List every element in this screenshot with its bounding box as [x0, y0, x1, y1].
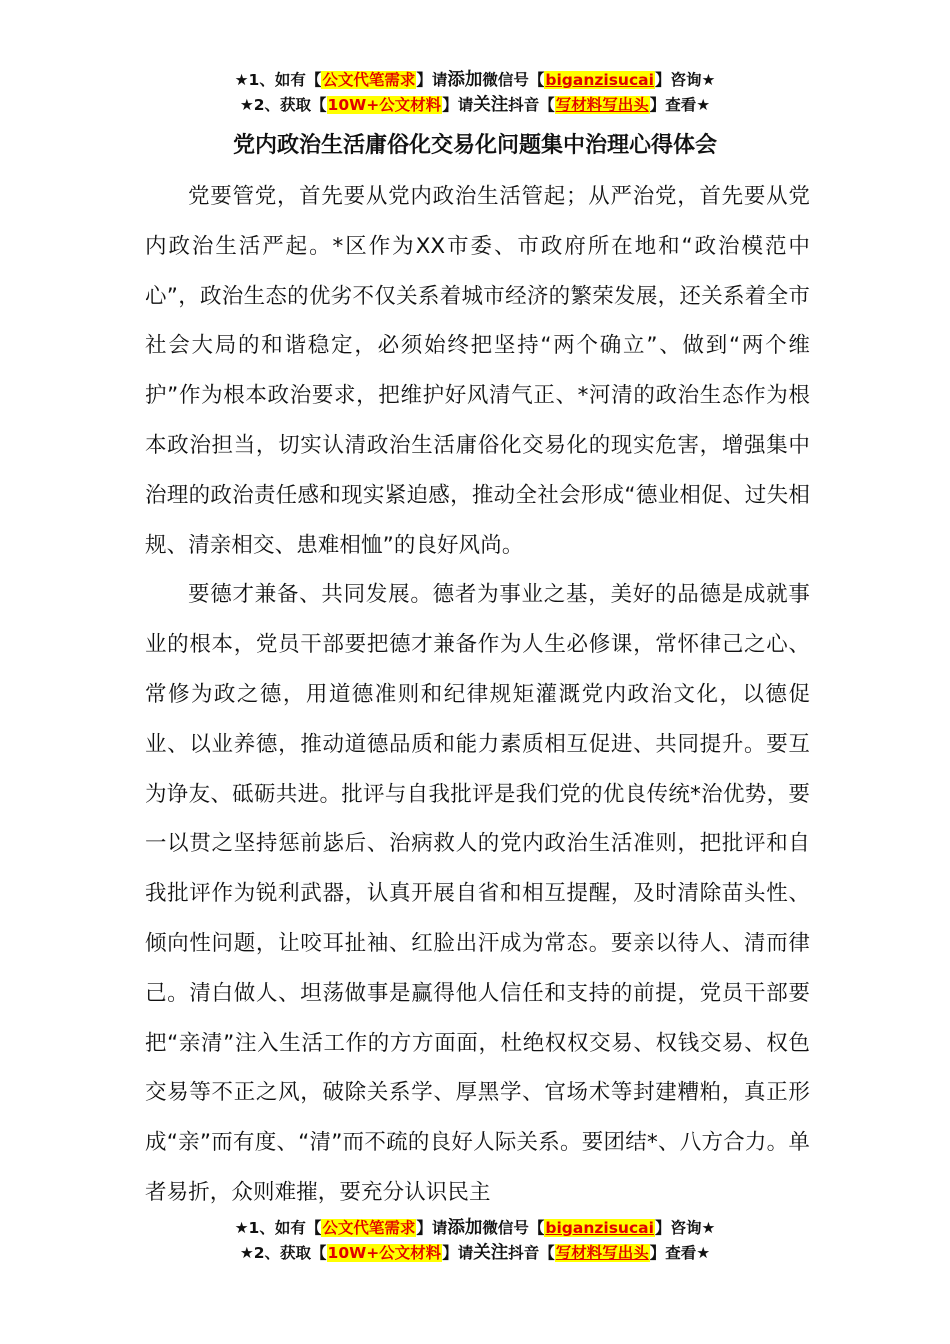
promo-emphasis: 关注 [473, 95, 509, 115]
promo-text: 】查看★ [649, 1244, 711, 1262]
promo-text: 微信号【 [482, 1219, 545, 1237]
promo-text: 】咨询★ [654, 1219, 716, 1237]
promo-emphasis: 添加 [447, 70, 483, 90]
promo-highlight: 10W+公文材料 [327, 96, 442, 114]
promo-emphasis: 添加 [447, 1218, 483, 1238]
promo-line-2 [0, 93, 950, 118]
promo-line-2 [0, 1241, 950, 1266]
promo-highlight: 公文代笔需求 [322, 1219, 416, 1237]
document-body [145, 172, 810, 1218]
promo-emphasis: 关注 [473, 1243, 509, 1263]
promo-line-1 [0, 1216, 950, 1241]
promo-text: 抖音【 [508, 1244, 555, 1262]
promo-text: ★2、获取【 [239, 1244, 327, 1262]
promo-wechat-id: biganzisucai [545, 1219, 654, 1237]
promo-text: 】查看★ [649, 96, 711, 114]
promo-text: 微信号【 [482, 71, 545, 89]
promo-text: 】请 [442, 1244, 474, 1262]
document-title: 党内政治生活庸俗化交易化问题集中治理心得体会 [232, 133, 717, 158]
promo-douyin-id: 写材料写出头 [555, 1244, 649, 1262]
promo-text: 】请 [416, 71, 448, 89]
promo-text: ★1、如有【 [234, 71, 322, 89]
promo-text: ★2、获取【 [239, 96, 327, 114]
promo-text: 】请 [442, 96, 474, 114]
promo-text: 】咨询★ [654, 71, 716, 89]
header-promo-banner [0, 68, 950, 118]
promo-line-1 [0, 68, 950, 93]
promo-highlight: 公文代笔需求 [322, 71, 416, 89]
footer-promo-banner [0, 1216, 950, 1266]
body-paragraph: 要德才兼备、共同发展。德者为事业之基，美好的品德是成就事业的根本，党员干部要把德才兼备作为人生必修课，常怀律己之心、常修为政之德，用道德准则和纪律规矩灌溉党内政治文化，以德促业、以业养德，推动道德品质和能力素质相互促进、共同提升。要互为诤友、砥砺共进。批评与自我批评是我们党的优良传统*治优势，要一以贯之坚持惩前毖后、治病救人的党内政治生活准则，把批评和自我批评作为锐利武器，认真开展自省和相互提醒，及时清除苗头性、倾向性问题，让咬耳扯袖、红脸出汗成为常态。要亲以待人、清而律己。清白做人、坦荡做事是赢得他人信任和支持的前提，党员干部要把“亲清”注入生活工作的方方面面，杜绝权权交易、权钱交易、权色交易等不正之风，破除关系学、厚黑学、官场术等封建糟粕，真正形成“亲”而有度、“清”而不疏的良好人际关系。要团结*、八方合力。单者易折，众则难摧，要充分认识民主 [145, 582, 810, 1205]
promo-douyin-id: 写材料写出头 [555, 96, 649, 114]
body-paragraph: 党要管党，首先要从党内政治生活管起；从严治党，首先要从党内政治生活严起。*区作为XX市委、市政府所在地和“政治模范中心”，政治生态的优劣不仅关系着城市经济的繁荣发展，还关系着全市社会大局的和谐稳定，必须始终把坚持“两个确立”、做到“两个维护”作为根本政治要求，把维护好风清气正、*河清的政治生态作为根本政治担当，切实认清政治生活庸俗化交易化的现实危害，增强集中治理的政治责任感和现实紧迫感，推动全社会形成“德业相促、过失相规、清亲相交、患难相恤”的良好风尚。 [145, 184, 810, 558]
promo-text: 】请 [416, 1219, 448, 1237]
promo-highlight: 10W+公文材料 [327, 1244, 442, 1262]
promo-text: ★1、如有【 [234, 1219, 322, 1237]
promo-text: 抖音【 [508, 96, 555, 114]
promo-wechat-id: biganzisucai [545, 71, 654, 89]
